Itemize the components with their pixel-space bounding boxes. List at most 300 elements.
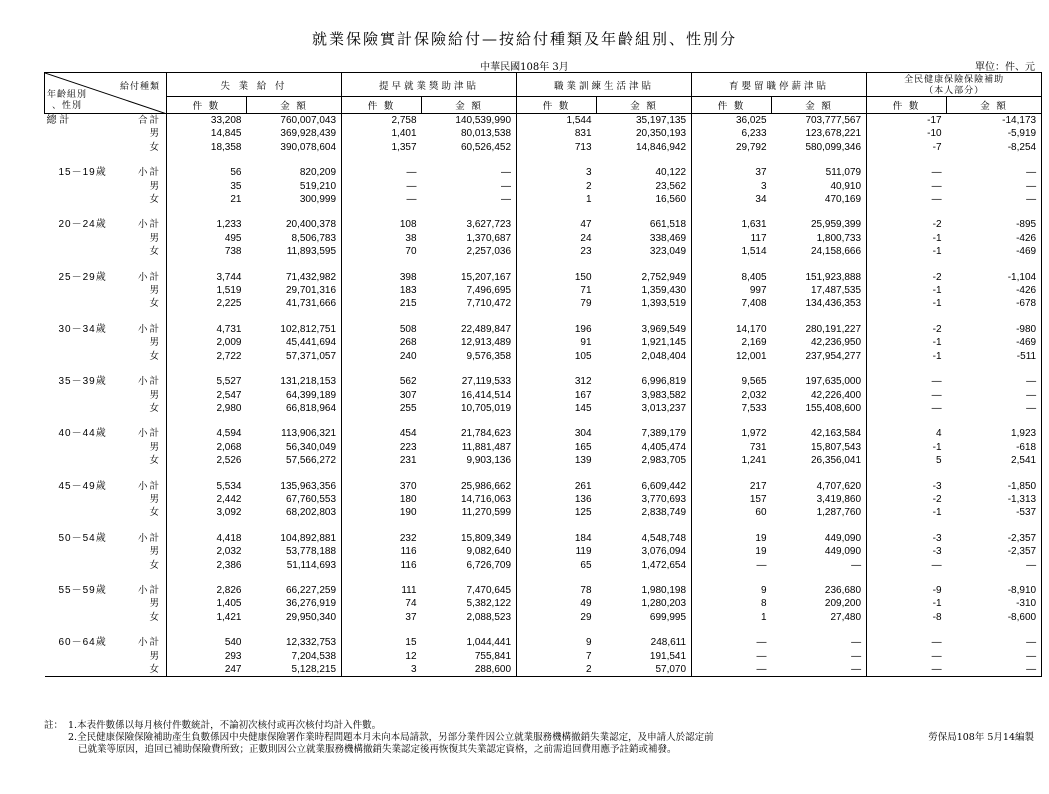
age-group-label: 30－34歲 [58, 323, 107, 335]
count-cell: 293 [224, 650, 242, 662]
report-period: 中華民國108年 3月 [480, 62, 569, 73]
amount-cell: 10,705,019 [422, 402, 517, 415]
count-cell: 312 [574, 376, 592, 388]
amount-cell: 7,496,695 [422, 284, 517, 297]
count-cell: 5,527 [216, 376, 242, 388]
amount-cell: 42,236,950 [772, 336, 867, 349]
count-cell: 508 [399, 323, 417, 335]
table-row [45, 297, 1042, 310]
age-group-label [45, 402, 123, 415]
sex-label: 男 [123, 545, 167, 558]
age-group-label [45, 545, 123, 558]
count-cell: — [931, 389, 942, 401]
count-cell: 7,408 [741, 298, 767, 310]
amount-cell: 703,777,567 [772, 114, 867, 128]
age-group-label [45, 350, 123, 363]
table-body [45, 114, 1042, 677]
sex-label: 女 [123, 611, 167, 624]
amount-cell: — [422, 193, 517, 206]
amount-cell: 3,983,582 [597, 389, 692, 402]
amount-cell: 1,044,441 [422, 636, 517, 649]
amount-cell: 236,680 [772, 584, 867, 597]
amount-cell: — [947, 180, 1042, 193]
table-row [45, 166, 1042, 179]
col-count: 件 數 [342, 97, 422, 114]
note-2: 2.全民健康保險保險補助產生負數係因中央健康保險署作業時程問題本月未向本局請款，另部分業件因公立就業服務機構撤銷失業認定，及申請人於認定前 [68, 732, 714, 743]
amount-cell: 102,812,751 [247, 323, 342, 336]
amount-cell: — [947, 375, 1042, 388]
amount-cell: -537 [947, 506, 1042, 519]
count-cell: 217 [749, 480, 767, 492]
count-cell: 370 [399, 480, 417, 492]
count-cell: -3 [932, 532, 942, 544]
amount-cell: 449,090 [772, 532, 867, 545]
count-cell: 29,792 [735, 141, 767, 153]
amount-cell: 45,441,694 [247, 336, 342, 349]
count-cell: 1,421 [216, 611, 242, 623]
amount-cell: 16,414,514 [422, 389, 517, 402]
count-cell: -1 [932, 232, 942, 244]
table-row [45, 284, 1042, 297]
amount-cell: 15,807,543 [772, 441, 867, 454]
count-cell: 21 [230, 194, 242, 206]
count-cell: 268 [399, 337, 417, 349]
count-cell: — [406, 180, 417, 192]
age-group-label [45, 284, 123, 297]
age-group-label [45, 297, 123, 310]
amount-cell: 390,078,604 [247, 141, 342, 154]
count-cell: 165 [574, 441, 592, 453]
count-cell: — [931, 376, 942, 388]
count-cell: 454 [399, 428, 417, 440]
sex-label: 女 [123, 663, 167, 677]
age-group-label: 15－19歲 [58, 167, 107, 179]
count-cell: 56 [230, 167, 242, 179]
amount-cell: 280,191,227 [772, 323, 867, 336]
amount-cell: 26,356,041 [772, 454, 867, 467]
count-cell: 731 [749, 441, 767, 453]
age-group-label [45, 193, 123, 206]
count-cell: 2,068 [216, 441, 242, 453]
sex-label: 男 [123, 493, 167, 506]
count-cell: 562 [399, 376, 417, 388]
count-cell: 1,233 [216, 219, 242, 231]
amount-cell: 68,202,803 [247, 506, 342, 519]
amount-cell: 12,913,489 [422, 336, 517, 349]
group-spacer [45, 468, 1042, 480]
table-row [45, 441, 1042, 454]
amount-cell: -14,173 [947, 114, 1042, 128]
count-cell: — [756, 559, 767, 571]
count-cell: 19 [755, 532, 767, 544]
count-cell: 2,442 [216, 493, 242, 505]
count-cell: 2,722 [216, 350, 242, 362]
group-spacer [45, 154, 1042, 166]
count-cell: 1 [760, 611, 767, 623]
count-cell: 8 [760, 598, 767, 610]
amount-cell: 135,963,356 [247, 480, 342, 493]
col-amount: 金 額 [772, 97, 867, 114]
amount-cell: 5,382,122 [422, 597, 517, 610]
amount-cell: 36,276,919 [247, 597, 342, 610]
table-row [45, 141, 1042, 154]
amount-cell: 64,399,189 [247, 389, 342, 402]
amount-cell: 80,013,538 [422, 127, 517, 140]
amount-cell: 9,082,640 [422, 545, 517, 558]
count-cell: 304 [574, 428, 592, 440]
amount-cell: — [772, 636, 867, 649]
table-row [45, 506, 1042, 519]
age-group-label [45, 441, 123, 454]
count-cell: 136 [574, 493, 592, 505]
count-cell: 255 [399, 402, 417, 414]
page-title: 就業保險實計保險給付—按給付種類及年齡組別、性別分 [311, 30, 737, 48]
amount-cell: 2,048,404 [597, 350, 692, 363]
count-cell: 261 [574, 480, 592, 492]
table-row [45, 650, 1042, 663]
amount-cell: 14,846,942 [597, 141, 692, 154]
count-cell: 231 [399, 455, 417, 467]
amount-cell: 11,270,599 [422, 506, 517, 519]
age-group-label: 35－39歲 [58, 376, 107, 388]
sex-label: 小計 [123, 636, 167, 649]
group-health-insurance: 全民健康保險保險補助 （本人部分） [867, 73, 1042, 97]
count-cell: 240 [399, 350, 417, 362]
amount-cell: 1,280,203 [597, 597, 692, 610]
sex-label: 女 [123, 559, 167, 572]
count-cell: 2,386 [216, 559, 242, 571]
amount-cell: 1,472,654 [597, 559, 692, 572]
amount-cell: 25,986,662 [422, 480, 517, 493]
count-cell: 150 [574, 271, 592, 283]
table-row [45, 114, 1042, 128]
amount-cell: 1,393,519 [597, 297, 692, 310]
amount-cell: 2,983,705 [597, 454, 692, 467]
table-row [45, 532, 1042, 545]
sex-label: 小計 [123, 584, 167, 597]
col-count: 件 數 [517, 97, 597, 114]
col-amount: 金 額 [422, 97, 517, 114]
count-cell: 196 [574, 323, 592, 335]
count-cell: 2 [585, 180, 592, 192]
count-cell: 997 [749, 285, 767, 297]
sex-label: 女 [123, 297, 167, 310]
count-cell: 12,001 [735, 350, 767, 362]
unit-label: 單位：件、元 [975, 62, 1035, 73]
count-cell: 2,032 [216, 546, 242, 558]
count-cell: -2 [932, 493, 942, 505]
count-cell: 398 [399, 271, 417, 283]
age-group-label: 總 計 [46, 115, 70, 126]
group-spacer [45, 415, 1042, 427]
table-row [45, 127, 1042, 140]
age-group-label [45, 180, 123, 193]
table-row [45, 350, 1042, 363]
table-row [45, 611, 1042, 624]
amount-cell: 42,163,584 [772, 427, 867, 440]
amount-cell: 11,881,487 [422, 441, 517, 454]
count-cell: — [406, 167, 417, 179]
amount-cell: 449,090 [772, 545, 867, 558]
count-cell: 2,032 [741, 389, 767, 401]
amount-cell: -980 [947, 323, 1042, 336]
count-cell: 116 [400, 559, 417, 571]
amount-cell: 27,119,533 [422, 375, 517, 388]
count-cell: 1 [585, 194, 592, 206]
amount-cell: 519,210 [247, 180, 342, 193]
count-cell: 19 [755, 546, 767, 558]
amount-cell: 2,257,036 [422, 245, 517, 258]
amount-cell: 760,007,043 [247, 114, 342, 128]
table-row [45, 323, 1042, 336]
table-row [45, 584, 1042, 597]
amount-cell: 248,611 [597, 636, 692, 649]
count-cell: -17 [927, 115, 942, 126]
amount-cell: 60,526,452 [422, 141, 517, 154]
amount-cell: — [947, 663, 1042, 677]
count-cell: 23 [580, 246, 592, 258]
amount-cell: 20,400,378 [247, 218, 342, 231]
count-cell: 38 [405, 232, 417, 244]
group-early-reemployment: 提早就業獎助津貼 [342, 73, 517, 97]
amount-cell: 300,999 [247, 193, 342, 206]
age-group-label [45, 597, 123, 610]
count-cell: 3 [342, 663, 422, 677]
amount-cell: -2,357 [947, 545, 1042, 558]
col-amount: 金 額 [247, 97, 342, 114]
count-cell: 232 [399, 532, 417, 544]
count-cell: — [756, 637, 767, 649]
amount-cell: 3,770,693 [597, 493, 692, 506]
group-spacer [45, 206, 1042, 218]
amount-cell: 4,707,620 [772, 480, 867, 493]
amount-cell: 16,560 [597, 193, 692, 206]
count-cell: -2 [932, 271, 942, 283]
amount-cell: 1,359,430 [597, 284, 692, 297]
count-cell: 9,565 [741, 376, 767, 388]
group-training-allowance: 職業訓練生活津貼 [517, 73, 692, 97]
amount-cell: 3,013,237 [597, 402, 692, 415]
count-cell: -1 [932, 441, 942, 453]
amount-cell: -1,850 [947, 480, 1042, 493]
amount-cell: 338,469 [597, 232, 692, 245]
count-cell: 183 [399, 285, 417, 297]
count-cell: 65 [580, 559, 592, 571]
sex-label: 女 [123, 350, 167, 363]
count-cell: -1 [932, 350, 942, 362]
count-cell: 4 [936, 428, 942, 440]
amount-cell: — [947, 389, 1042, 402]
count-cell: — [931, 650, 942, 662]
amount-cell: 25,959,399 [772, 218, 867, 231]
count-cell: 18,358 [210, 141, 242, 153]
amount-cell: 12,332,753 [247, 636, 342, 649]
table-row [45, 427, 1042, 440]
amount-cell: -2,357 [947, 532, 1042, 545]
table-row [45, 232, 1042, 245]
count-cell: 1,972 [741, 428, 767, 440]
table-row [45, 559, 1042, 572]
count-cell: — [692, 663, 772, 677]
table-row [45, 218, 1042, 231]
amount-cell: — [422, 166, 517, 179]
amount-cell: 1,370,687 [422, 232, 517, 245]
count-cell: 495 [224, 232, 242, 244]
sex-label: 女 [123, 193, 167, 206]
amount-cell: 580,099,346 [772, 141, 867, 154]
count-cell: 108 [399, 219, 417, 231]
amount-cell: — [947, 193, 1042, 206]
amount-cell: 237,954,277 [772, 350, 867, 363]
amount-cell: -469 [947, 336, 1042, 349]
count-cell: 47 [580, 219, 592, 231]
count-cell: -2 [932, 323, 942, 335]
table-row [45, 193, 1042, 206]
count-cell: 167 [574, 389, 592, 401]
col-count: 件 數 [692, 97, 772, 114]
count-cell: -1 [932, 246, 942, 258]
amount-cell: 42,226,400 [772, 389, 867, 402]
group-spacer [45, 363, 1042, 375]
amount-cell: 2,752,949 [597, 271, 692, 284]
count-cell: 4,731 [216, 323, 242, 335]
count-cell: 190 [399, 507, 417, 519]
amount-cell: -618 [947, 441, 1042, 454]
amount-cell: 6,726,709 [422, 559, 517, 572]
amount-cell: — [947, 650, 1042, 663]
count-cell: 2,009 [216, 337, 242, 349]
count-cell: -1 [932, 298, 942, 310]
count-cell: — [406, 194, 417, 206]
amount-cell: 2,838,749 [597, 506, 692, 519]
amount-cell: -310 [947, 597, 1042, 610]
count-cell: -1 [932, 598, 942, 610]
amount-cell: -8,600 [947, 611, 1042, 624]
count-cell: 3,092 [216, 507, 242, 519]
col-count: 件 數 [867, 97, 947, 114]
age-group-label [45, 389, 123, 402]
count-cell: 2,758 [391, 115, 417, 126]
count-cell: -7 [932, 141, 942, 153]
table-row [45, 402, 1042, 415]
age-group-label [45, 245, 123, 258]
count-cell: 9 [585, 637, 592, 649]
count-cell: 14,170 [735, 323, 767, 335]
sex-label: 男 [123, 232, 167, 245]
amount-cell: 57,070 [597, 663, 692, 677]
count-cell: 1,514 [741, 246, 767, 258]
sex-label: 小計 [123, 271, 167, 284]
amount-cell: 14,716,063 [422, 493, 517, 506]
count-cell: 34 [755, 194, 767, 206]
amount-cell: 134,436,353 [772, 297, 867, 310]
compiled-stamp: 勞保局108年 5月14編製 [928, 732, 1034, 743]
table-row [45, 493, 1042, 506]
group-spacer [45, 259, 1042, 271]
amount-cell: -678 [947, 297, 1042, 310]
amount-cell: — [772, 650, 867, 663]
amount-cell: -1,104 [947, 271, 1042, 284]
amount-cell: 7,389,179 [597, 427, 692, 440]
table-row [45, 375, 1042, 388]
count-cell: 35 [230, 180, 242, 192]
amount-cell: 7,470,645 [422, 584, 517, 597]
amount-cell: 288,600 [422, 663, 517, 677]
count-cell: 139 [574, 455, 592, 467]
count-cell: 74 [405, 598, 417, 610]
amount-cell: 20,350,193 [597, 127, 692, 140]
count-cell: 79 [580, 298, 592, 310]
count-cell: 4,418 [216, 532, 242, 544]
age-group-label [45, 454, 123, 467]
amount-cell: — [947, 166, 1042, 179]
count-cell: 7 [585, 650, 592, 662]
count-cell: 1,241 [741, 455, 767, 467]
amount-cell: 3,419,860 [772, 493, 867, 506]
amount-cell: 67,760,553 [247, 493, 342, 506]
amount-cell: 113,906,321 [247, 427, 342, 440]
age-group-label [45, 506, 123, 519]
count-cell: 1,357 [391, 141, 417, 153]
count-cell: 2,526 [216, 455, 242, 467]
count-cell: 125 [574, 507, 592, 519]
amount-cell: 191,541 [597, 650, 692, 663]
amount-cell: 4,405,474 [597, 441, 692, 454]
sex-label: 小計 [123, 218, 167, 231]
amount-cell: 131,218,153 [247, 375, 342, 388]
amount-cell: 24,158,666 [772, 245, 867, 258]
col-count: 件 數 [167, 97, 247, 114]
count-cell: 91 [580, 337, 592, 349]
age-group-label: 55－59歲 [58, 584, 107, 596]
count-cell: 116 [400, 546, 417, 558]
amount-cell: — [947, 402, 1042, 415]
amount-cell: 470,169 [772, 193, 867, 206]
amount-cell: 197,635,000 [772, 375, 867, 388]
sex-label: 女 [123, 245, 167, 258]
sex-label: 男 [123, 284, 167, 297]
amount-cell: 29,701,316 [247, 284, 342, 297]
benefit-table [44, 72, 1042, 677]
age-group-label [45, 559, 123, 572]
amount-cell: 27,480 [772, 611, 867, 624]
amount-cell: 369,928,439 [247, 127, 342, 140]
table-row [45, 180, 1042, 193]
amount-cell: 209,200 [772, 597, 867, 610]
count-cell: 713 [574, 141, 592, 153]
amount-cell: — [772, 559, 867, 572]
notes-label: 註： [44, 720, 64, 731]
count-cell: 5,534 [216, 480, 242, 492]
group-spacer [45, 624, 1042, 636]
header-corner [45, 73, 167, 114]
amount-cell: 66,818,964 [247, 402, 342, 415]
amount-cell: -469 [947, 245, 1042, 258]
table-row [45, 545, 1042, 558]
count-cell: 3 [585, 167, 592, 179]
count-cell: 78 [580, 584, 592, 596]
age-group-label [45, 127, 123, 140]
amount-cell: 820,209 [247, 166, 342, 179]
amount-cell: 35,197,135 [597, 114, 692, 128]
amount-cell: 51,114,693 [247, 559, 342, 572]
count-cell: 215 [399, 298, 417, 310]
table-row [45, 663, 1042, 677]
amount-cell: 71,432,982 [247, 271, 342, 284]
amount-cell: 40,910 [772, 180, 867, 193]
count-cell: — [931, 194, 942, 206]
count-cell: 12 [405, 650, 417, 662]
